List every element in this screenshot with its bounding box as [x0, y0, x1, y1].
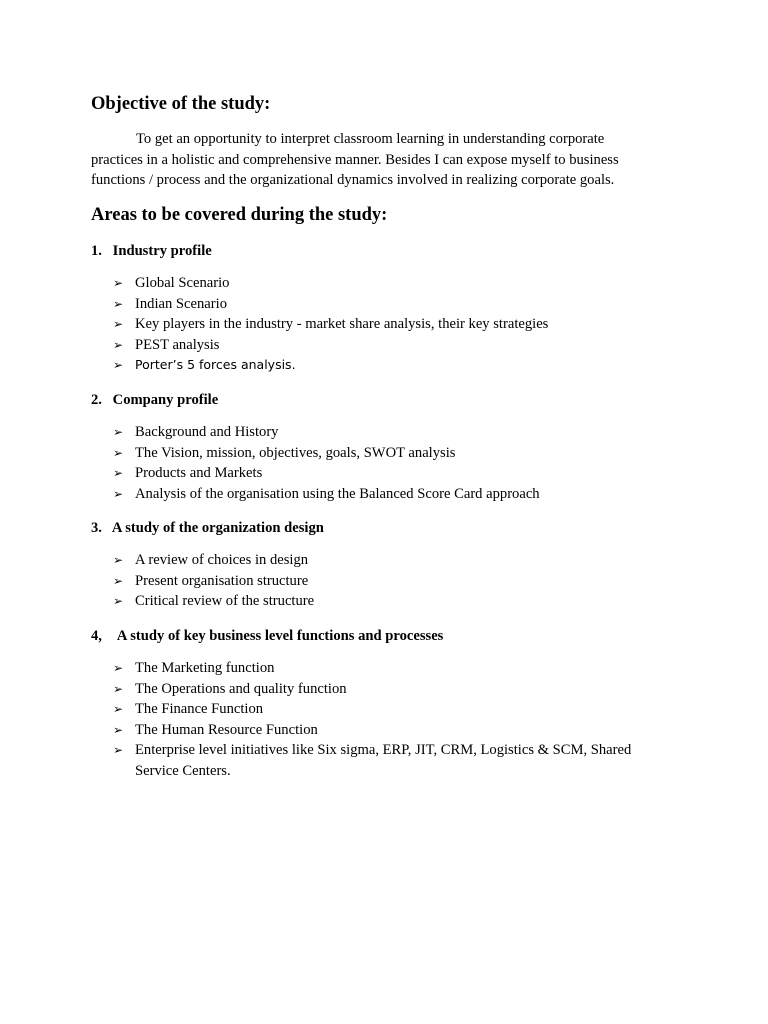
- section-number: 3.: [91, 520, 102, 536]
- list-item-text: Key players in the industry - market share analysis, their key strategies: [135, 316, 549, 333]
- objective-paragraph: [91, 129, 651, 191]
- list-item: [113, 484, 540, 505]
- list-item-text: Present organisation structure: [135, 572, 309, 589]
- arrowhead-bullet-icon: ➢: [113, 425, 124, 439]
- section-title: A study of the organization design: [111, 520, 324, 536]
- section-number: 2.: [91, 392, 102, 408]
- list-item-text: Enterprise level initiatives like Six sigma, ERP, JIT, CRM, Logistics & SCM, Shared: [135, 742, 632, 759]
- list-item-text: The Operations and quality function: [135, 680, 347, 697]
- list-item: [113, 679, 631, 700]
- objective-line: functions / process and the organizational dynamics involved in realizing corporate goals.: [91, 172, 615, 188]
- arrowhead-bullet-icon: ➢: [113, 276, 124, 290]
- arrowhead-bullet-icon: ➢: [113, 466, 124, 481]
- arrowhead-bullet-icon: ➢: [113, 722, 124, 737]
- list-item: [113, 314, 548, 335]
- list-item: [113, 571, 314, 592]
- section-title: Company profile: [112, 392, 219, 408]
- list-item-text: Critical review of the structure: [135, 593, 315, 610]
- list-item: [113, 294, 548, 315]
- arrowhead-bullet-icon: ➢: [113, 296, 124, 311]
- section-heading-organization-design: [91, 519, 324, 537]
- section-heading-company-profile: [91, 391, 218, 409]
- list-item-text: The Finance Function: [135, 701, 264, 718]
- business-functions-list: [113, 658, 631, 782]
- list-item-text: The Marketing function: [135, 660, 275, 676]
- list-item: [113, 335, 548, 356]
- arrowhead-bullet-icon: ➢: [113, 661, 124, 675]
- list-item-text: Indian Scenario: [135, 295, 227, 312]
- arrowhead-bullet-icon: ➢: [113, 681, 124, 696]
- arrowhead-bullet-icon: ➢: [113, 702, 124, 717]
- list-item-text: Products and Markets: [135, 465, 263, 482]
- section-number: 4,: [91, 628, 102, 644]
- list-item: [113, 422, 540, 443]
- list-item-text-continuation: Service Centers.: [135, 762, 231, 779]
- list-item-text: Analysis of the organisation using the Balanced Score Card approach: [135, 485, 540, 502]
- arrowhead-bullet-icon: ➢: [113, 445, 124, 460]
- objective-line: practices in a holistic and comprehensive manner. Besides I can expose myself to business: [91, 151, 619, 168]
- list-item: [113, 443, 540, 464]
- list-item: [113, 591, 314, 612]
- list-item-text: A review of choices in design: [135, 552, 309, 568]
- list-item: [113, 699, 631, 720]
- objective-line: To get an opportunity to interpret classroom learning in understanding corporate: [136, 131, 605, 147]
- section-number: 1.: [91, 243, 102, 259]
- section-title: A study of key business level functions and processes: [116, 628, 444, 644]
- list-item-text: Background and History: [135, 424, 279, 440]
- list-item-text: The Human Resource Function: [135, 721, 318, 738]
- arrowhead-bullet-icon: ➢: [113, 573, 124, 588]
- objective-heading: Objective of the study:: [91, 94, 271, 114]
- list-item: [113, 720, 631, 741]
- list-item-text: Porter’s 5 forces analysis.: [135, 357, 296, 373]
- industry-profile-list: [113, 273, 548, 376]
- areas-heading: Areas to be covered during the study:: [91, 205, 388, 225]
- arrowhead-bullet-icon: ➢: [113, 317, 124, 332]
- list-item: [113, 658, 631, 679]
- list-item: [113, 550, 314, 571]
- arrowhead-bullet-icon: ➢: [113, 486, 124, 501]
- arrowhead-bullet-icon: ➢: [113, 594, 124, 609]
- list-item-text: The Vision, mission, objectives, goals, SWOT analysis: [135, 444, 456, 461]
- section-heading-industry-profile: [91, 242, 212, 260]
- list-item: [113, 740, 631, 781]
- arrowhead-bullet-icon: ➢: [113, 553, 124, 567]
- list-item: [113, 355, 548, 376]
- list-item: [113, 463, 540, 484]
- list-item-text: PEST analysis: [135, 336, 220, 353]
- arrowhead-bullet-icon: ➢: [113, 358, 124, 373]
- arrowhead-bullet-icon: ➢: [113, 337, 124, 352]
- company-profile-list: [113, 422, 540, 504]
- organization-design-list: [113, 550, 314, 612]
- arrowhead-bullet-icon: ➢: [113, 743, 124, 758]
- section-heading-business-functions: [91, 627, 443, 645]
- section-title: Industry profile: [112, 243, 212, 259]
- list-item-text: Global Scenario: [135, 275, 230, 291]
- list-item: [113, 273, 548, 294]
